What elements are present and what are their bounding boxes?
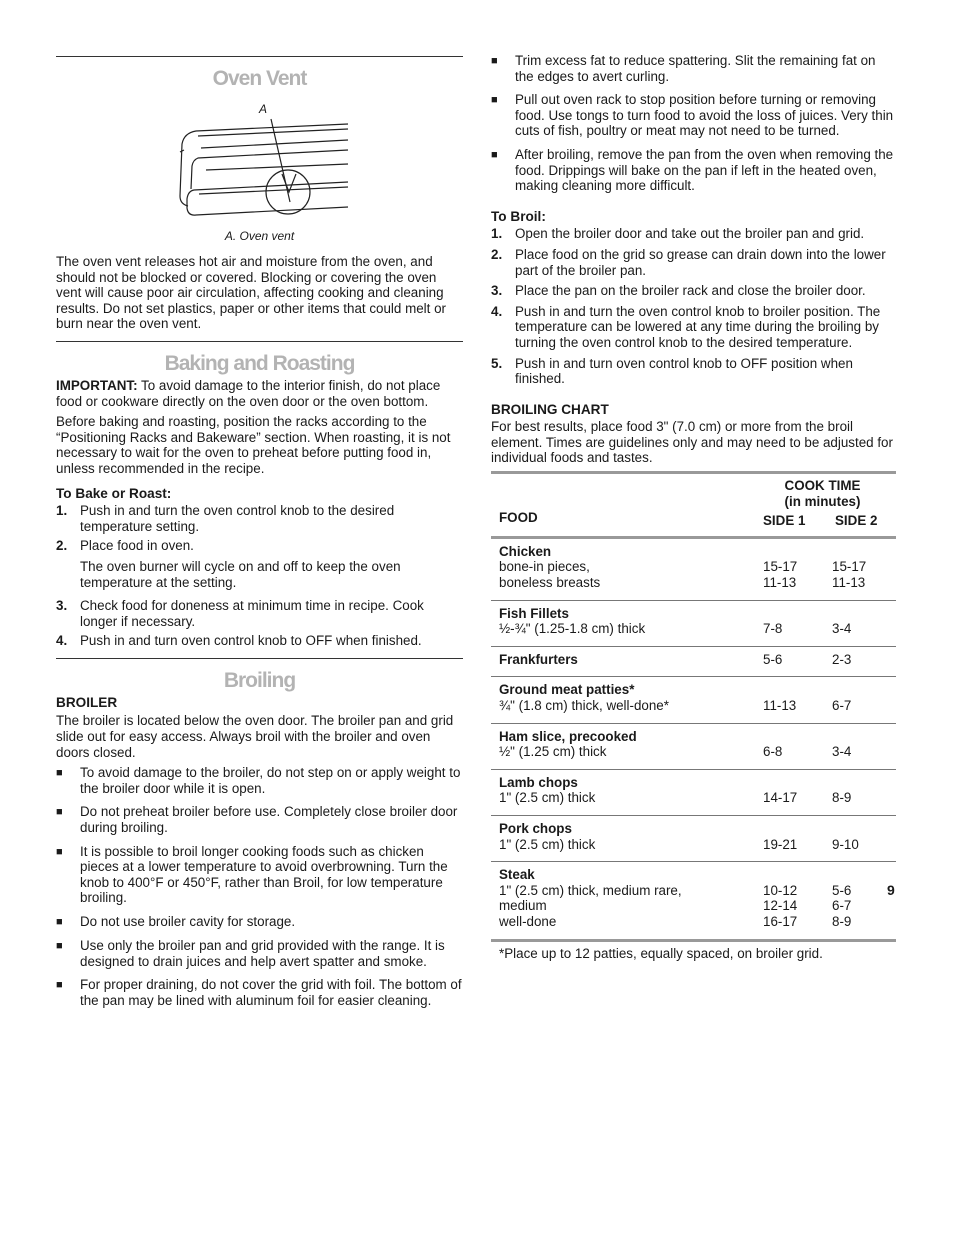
to-broil-heading: To Broil: — [491, 208, 546, 224]
important-label: IMPORTANT: — [56, 377, 138, 393]
side1-value: 6-8 — [763, 744, 783, 760]
food-cell — [491, 646, 763, 677]
side2-cell — [832, 600, 896, 646]
broil-steps-list — [491, 226, 896, 386]
list-item: 1. Open the broiler door and take out the broiler pan and grid. — [491, 226, 865, 242]
table-row — [491, 677, 896, 723]
section-divider — [56, 56, 463, 57]
food-detail: well-done — [499, 913, 557, 929]
food-detail: 1" (2.5 cm) thick — [499, 836, 596, 852]
table-row — [491, 723, 896, 769]
side1-value: 12-14 — [763, 898, 798, 914]
side2-value: 8-9 — [832, 790, 852, 806]
broiler-bullets-left — [56, 765, 463, 1008]
food-cell — [491, 723, 763, 769]
food-cell — [491, 537, 763, 600]
figure-label-a: A — [259, 102, 268, 116]
list-item: 3. Place the pan on the broiler rack and close the broiler door. — [491, 283, 866, 299]
side1-value: 11-13 — [763, 575, 797, 591]
side1-cell — [763, 600, 832, 646]
side2-cell — [832, 862, 896, 939]
food-name: Steak — [499, 867, 535, 883]
side2-value: 11-13 — [832, 575, 866, 591]
side2-value: 2-3 — [832, 651, 852, 667]
food-detail: 1" (2.5 cm) thick — [499, 790, 596, 806]
side1-value: 5-6 — [763, 651, 783, 667]
list-item: 4. Push in and turn oven control knob to OFF when finished. — [56, 633, 422, 649]
side1-value: 14-17 — [763, 790, 798, 806]
side1-value: 15-17 — [763, 559, 798, 575]
baking-intro: Before baking and roasting, position the racks according to the “Positioning Racks and Bakeware” section. When roasting, it is not necessary to wait for the oven to preheat before putting food in, unless recommended in the recipe. — [56, 414, 451, 476]
food-cell — [491, 677, 763, 723]
food-cell — [491, 815, 763, 861]
to-bake-heading: To Bake or Roast: — [56, 485, 172, 501]
list-item: The oven burner will cycle on and off to keep the oven temperature at the setting. — [80, 558, 401, 590]
side1-value: 10-12 — [763, 882, 798, 898]
side1-cell — [763, 677, 832, 723]
broiling-chart-intro: For best results, place food 3" (7.0 cm) or more from the broil element. Times are guidelines only and may need to be adjusted for individual foods and tastes. — [491, 419, 893, 466]
list-item: ■ It is possible to broil longer cooking foods such as chicken pieces at a lower temperature to avoid overbrowning. Turn the knob to 400°F or 450°F, rather than Broil, for low temperature broiling. — [56, 843, 448, 906]
side1-value: 11-13 — [763, 698, 797, 713]
food-name: Chicken — [499, 543, 552, 559]
food-name: Pork chops — [499, 820, 572, 836]
col-header-side1: SIDE 1 — [763, 513, 806, 529]
side2-value: 9-10 — [832, 836, 859, 852]
section-divider — [56, 658, 463, 659]
oven-vent-illustration — [56, 104, 463, 244]
col-header-food: FOOD — [499, 510, 538, 526]
list-item: ■ After broiling, remove the pan from the oven when removing the food. Drippings will bake on the pan if left in the heated oven, making cleaning more difficult. — [491, 146, 894, 194]
list-item: ■ Pull out oven rack to stop position before turning or removing food. Use tongs to turn food to avoid the loss of juices. Very thin cuts of fish, poultry or meat may not need to be turned. — [491, 92, 894, 139]
important-note — [56, 378, 463, 409]
section-divider — [56, 341, 463, 342]
food-detail: bone-in pieces, — [499, 559, 590, 575]
important-text: To avoid damage to the interior finish, do not place food or cookware directly on the oven door or the oven bottom. — [56, 377, 441, 409]
side2-value: 5-6 — [832, 882, 852, 898]
side1-value: 7-8 — [763, 621, 783, 637]
side2-value: 8-9 — [832, 913, 852, 929]
food-detail: ¾" (1.8 cm) thick, well-done* — [499, 698, 669, 713]
broiling-chart-heading: BROILING CHART — [491, 401, 609, 417]
side2-value: 6-7 — [832, 698, 852, 713]
list-item: ■ To avoid damage to the broiler, do not step on or apply weight to the broiler door while it is open. — [56, 765, 461, 796]
list-item: ■ Do not use broiler cavity for storage. — [56, 914, 296, 929]
food-detail: medium — [499, 898, 547, 914]
table-row — [491, 600, 896, 646]
side2-value: 3-4 — [832, 744, 852, 760]
broiler-bullets-right — [491, 53, 896, 194]
food-name: Ground meat patties* — [499, 682, 635, 698]
side2-cell — [832, 723, 896, 769]
page-number: 9 — [887, 882, 895, 898]
cook-time-label: COOK TIME — [784, 478, 861, 494]
oven-vent-caption: A. Oven vent — [224, 229, 295, 243]
bake-steps-list — [56, 503, 463, 649]
food-name: Fish Fillets — [499, 605, 569, 621]
list-item: 3. Check food for doneness at minimum time in recipe. Cook longer if necessary. — [56, 598, 424, 629]
baking-roasting-title: Baking and Roasting — [164, 351, 355, 375]
list-item: 1. Push in and turn the oven control knob to the desired temperature setting. — [56, 503, 395, 534]
food-cell — [491, 600, 763, 646]
food-detail: ½-¾" (1.25-1.8 cm) thick — [499, 621, 646, 637]
broiling-title: Broiling — [223, 668, 296, 692]
food-detail: boneless breasts — [499, 575, 601, 591]
food-detail: ½" (1.25 cm) thick — [499, 744, 607, 760]
cook-time-sublabel: (in minutes) — [784, 493, 861, 509]
side1-cell — [763, 723, 832, 769]
chart-bottom-rule — [491, 939, 896, 942]
list-item: 4. Push in and turn the oven control knob to broiler position. The temperature can be lowered at any time during the broiling by turning the oven control knob to the desired temperature. — [491, 303, 881, 350]
broiler-heading: BROILER — [56, 694, 118, 710]
food-detail: 1" (2.5 cm) thick, medium rare, — [499, 882, 682, 898]
side2-cell — [832, 537, 896, 600]
food-name: Frankfurters — [499, 651, 578, 667]
table-header-row — [491, 474, 896, 537]
side2-value: 3-4 — [832, 621, 852, 637]
oven-vent-body: The oven vent releases hot air and moisture from the oven, and should not be blocked or covered. Blocking or covering the oven vent will cause poor air circulation, affecting cooking and cleaning results. Do not set plastics, paper or other items that could melt or burn near the oven vent. — [56, 254, 446, 332]
food-name: Ham slice, precooked — [499, 728, 637, 744]
list-item: 2. Place food in oven. — [56, 538, 194, 554]
food-cell — [491, 862, 763, 939]
right-column — [491, 0, 896, 961]
table-row — [491, 646, 896, 677]
side1-cell — [763, 862, 832, 939]
side1-cell — [763, 646, 832, 677]
oven-vent-figure — [56, 94, 463, 244]
side1-cell — [763, 537, 832, 600]
food-cell — [491, 769, 763, 815]
list-item: ■ Use only the broiler pan and grid provided with the range. It is designed to drain juices and help avert spatter and smoke. — [56, 938, 445, 969]
side2-cell — [832, 769, 896, 815]
table-row — [491, 537, 896, 600]
list-item: 2. Place food on the grid so grease can drain down into the lower part of the broiler pan. — [491, 246, 886, 278]
broiling-chart-table — [491, 474, 896, 938]
table-row — [491, 769, 896, 815]
broiler-intro: The broiler is located below the oven door. The broiler pan and grid slide out for easy access. Always broil with the broiler and oven doors closed. — [56, 713, 454, 760]
side2-value: 15-17 — [832, 559, 867, 575]
chart-footnote: *Place up to 12 patties, equally spaced, on broiler grid. — [499, 945, 823, 961]
list-item: 5. Push in and turn oven control knob to OFF position when finished. — [491, 355, 853, 387]
food-name: Lamb chops — [499, 774, 578, 790]
col-header-side2: SIDE 2 — [835, 513, 878, 529]
side1-cell — [763, 815, 832, 861]
side1-value: 16-17 — [763, 913, 798, 929]
side1-cell — [763, 769, 832, 815]
side1-value: 19-21 — [763, 836, 798, 852]
side2-cell — [832, 815, 896, 861]
side2-value: 6-7 — [832, 898, 852, 914]
col-header-cook-time — [763, 474, 896, 537]
left-column — [56, 0, 463, 1008]
list-item: ■ Trim excess fat to reduce spattering. Slit the remaining fat on the edges to avert curling. — [491, 53, 876, 84]
table-row — [491, 862, 896, 939]
oven-vent-title: Oven Vent — [212, 67, 307, 90]
side2-cell — [832, 646, 896, 677]
side2-cell — [832, 677, 896, 723]
table-row — [491, 815, 896, 861]
list-item: ■ For proper draining, do not cover the grid with foil. The bottom of the pan may be lined with aluminum foil for easier cleaning. — [56, 977, 462, 1008]
list-item: ■ Do not preheat broiler before use. Completely close broiler door during broiling. — [56, 804, 458, 836]
